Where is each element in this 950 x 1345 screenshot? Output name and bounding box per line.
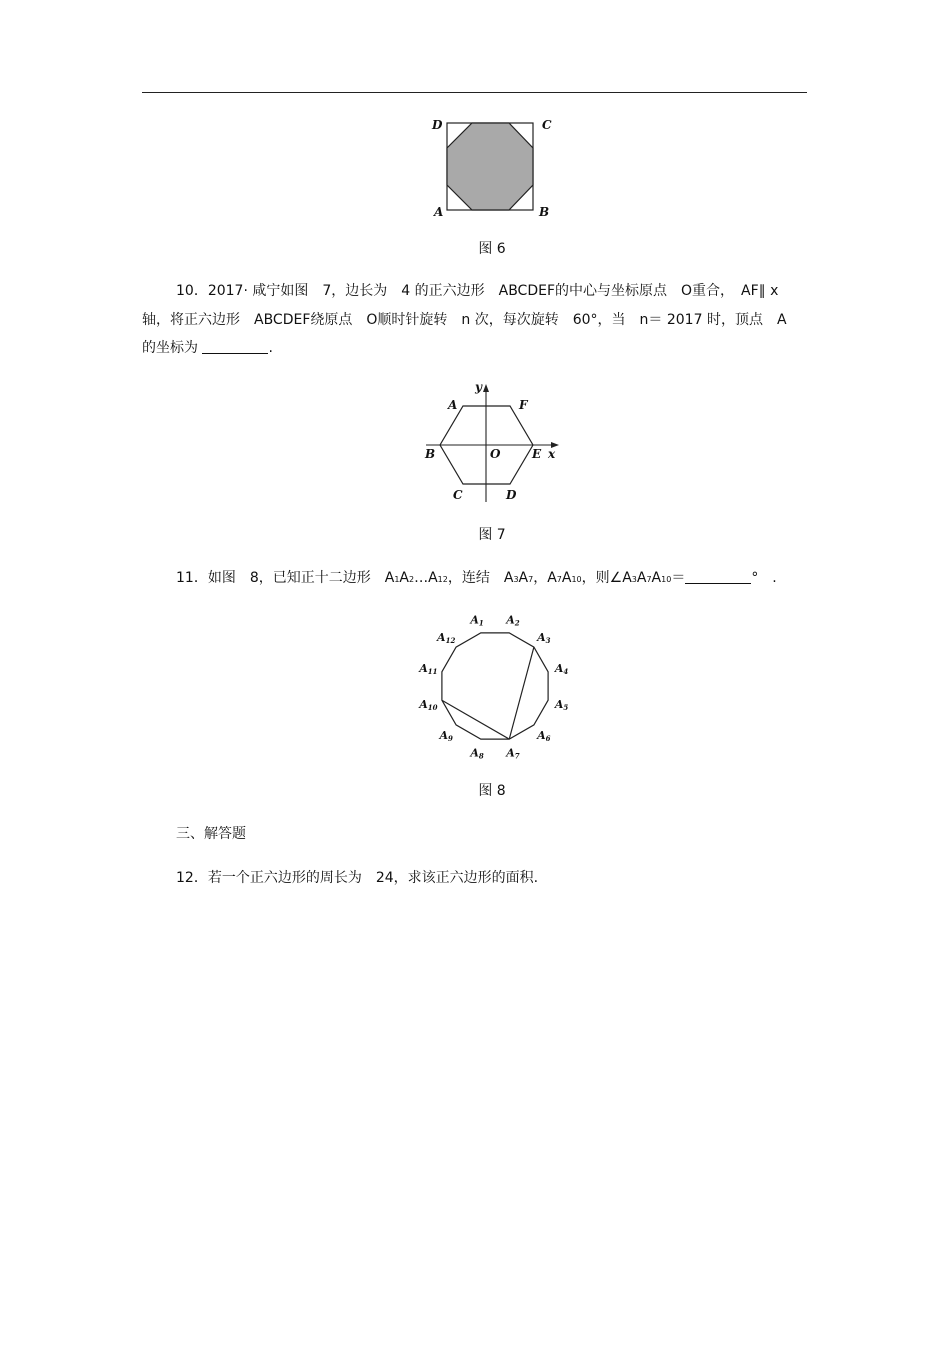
- q10-number: 10．: [176, 283, 208, 299]
- section-3-title: 三、解答题: [176, 826, 246, 842]
- figure-8-caption: 图 8: [478, 783, 506, 799]
- q11-l2-b: A: [561, 570, 572, 586]
- q11-ang-cs: 10: [661, 575, 672, 584]
- label-a1: A1: [470, 613, 484, 628]
- label-a10: A10: [419, 697, 438, 712]
- q11-l1-as: 3: [513, 575, 519, 584]
- label-y: y: [475, 380, 482, 394]
- q11-answer-blank[interactable]: [685, 569, 751, 584]
- label-A: A: [448, 398, 458, 412]
- q11-ang-bs: 7: [646, 575, 652, 584]
- q11-line: [176, 564, 777, 594]
- label-B: B: [539, 205, 550, 219]
- label-D: D: [432, 118, 443, 132]
- q10-line3: [142, 334, 273, 362]
- q11-seg-a2: A: [399, 570, 409, 586]
- label-x: x: [548, 447, 556, 461]
- label-a5: A5: [554, 697, 569, 712]
- segment-a3-a7: [509, 647, 534, 739]
- q11-l2-a: A: [547, 570, 557, 586]
- label-C: C: [542, 118, 552, 132]
- q11-text-b: ，连结: [447, 570, 504, 586]
- label-E: E: [532, 447, 542, 461]
- q11-l1-bs: 7: [528, 575, 534, 584]
- q11-comma: ，: [533, 570, 548, 586]
- q11-l1-b: A: [518, 570, 529, 586]
- q11-sub-2: 2: [409, 575, 415, 584]
- label-a3: A3: [537, 631, 551, 646]
- label-a11: A11: [419, 662, 438, 677]
- q11-sub-1: 1: [394, 575, 400, 584]
- q11-text-c: ，则∠A: [581, 570, 632, 586]
- label-a8: A8: [470, 746, 484, 761]
- q10-answer-blank[interactable]: [202, 339, 268, 354]
- q12-line: [176, 864, 538, 892]
- figure-8: [410, 608, 580, 763]
- label-B: B: [425, 447, 436, 461]
- q12-text: 若一个正六边形的周长为 24，求该正六边形的面积.: [207, 870, 539, 886]
- dodecagon: [442, 633, 548, 739]
- label-a12: A12: [437, 631, 456, 646]
- label-O: O: [490, 447, 501, 461]
- q10-text-3: 的坐标为: [142, 340, 198, 356]
- figure-7: [418, 378, 568, 508]
- q10-text-1: 2017· 咸宁如图 7，边长为 4 的正六边形 ABCDEF的中心与坐标原点 O重合， AF∥ x: [207, 283, 779, 299]
- label-a9: A9: [439, 728, 453, 743]
- label-D: D: [506, 488, 517, 502]
- label-F: F: [519, 398, 528, 412]
- q11-seg-a1: A: [384, 570, 395, 586]
- y-axis-arrow: [483, 384, 489, 392]
- q12-number: 12．: [176, 870, 208, 886]
- label-C: C: [453, 488, 463, 502]
- q11-number: 11．: [176, 570, 208, 586]
- q11-l2-bs: 10: [571, 575, 582, 584]
- q11-sub-12: 12: [437, 575, 448, 584]
- q11-seg-a12: A: [428, 570, 438, 586]
- q11-text-e: ° .: [751, 570, 777, 586]
- figure-6: [425, 112, 555, 224]
- q11-text-a: 如图 8，已知正十二边形: [207, 570, 385, 586]
- q11-text-d: ＝: [671, 570, 686, 586]
- label-a2: A2: [506, 613, 520, 628]
- label-a7: A7: [506, 746, 520, 761]
- label-a6: A6: [537, 728, 551, 743]
- q11-ellipsis: …: [414, 570, 429, 586]
- q10-period: .: [268, 340, 273, 356]
- q10-line2: 轴，将正六边形 ABCDEF绕原点 O顺时针旋转 n 次，每次旋转 60°，当 n＝ 2017 时，顶点 A: [142, 312, 787, 328]
- q11-l2-as: 7: [556, 575, 562, 584]
- figure-7-caption: 图 7: [478, 527, 506, 543]
- q11-l1-a: A: [503, 570, 514, 586]
- octagon-shaded: [447, 123, 533, 210]
- q11-ang-as: 3: [631, 575, 637, 584]
- q10-line1: [176, 277, 778, 305]
- label-A: A: [434, 205, 444, 219]
- figure-6-caption: 图 6: [478, 241, 506, 257]
- q11-ang-b: A: [636, 570, 647, 586]
- header-rule: [142, 92, 807, 93]
- q11-ang-c: A: [651, 570, 662, 586]
- label-a4: A4: [554, 662, 569, 677]
